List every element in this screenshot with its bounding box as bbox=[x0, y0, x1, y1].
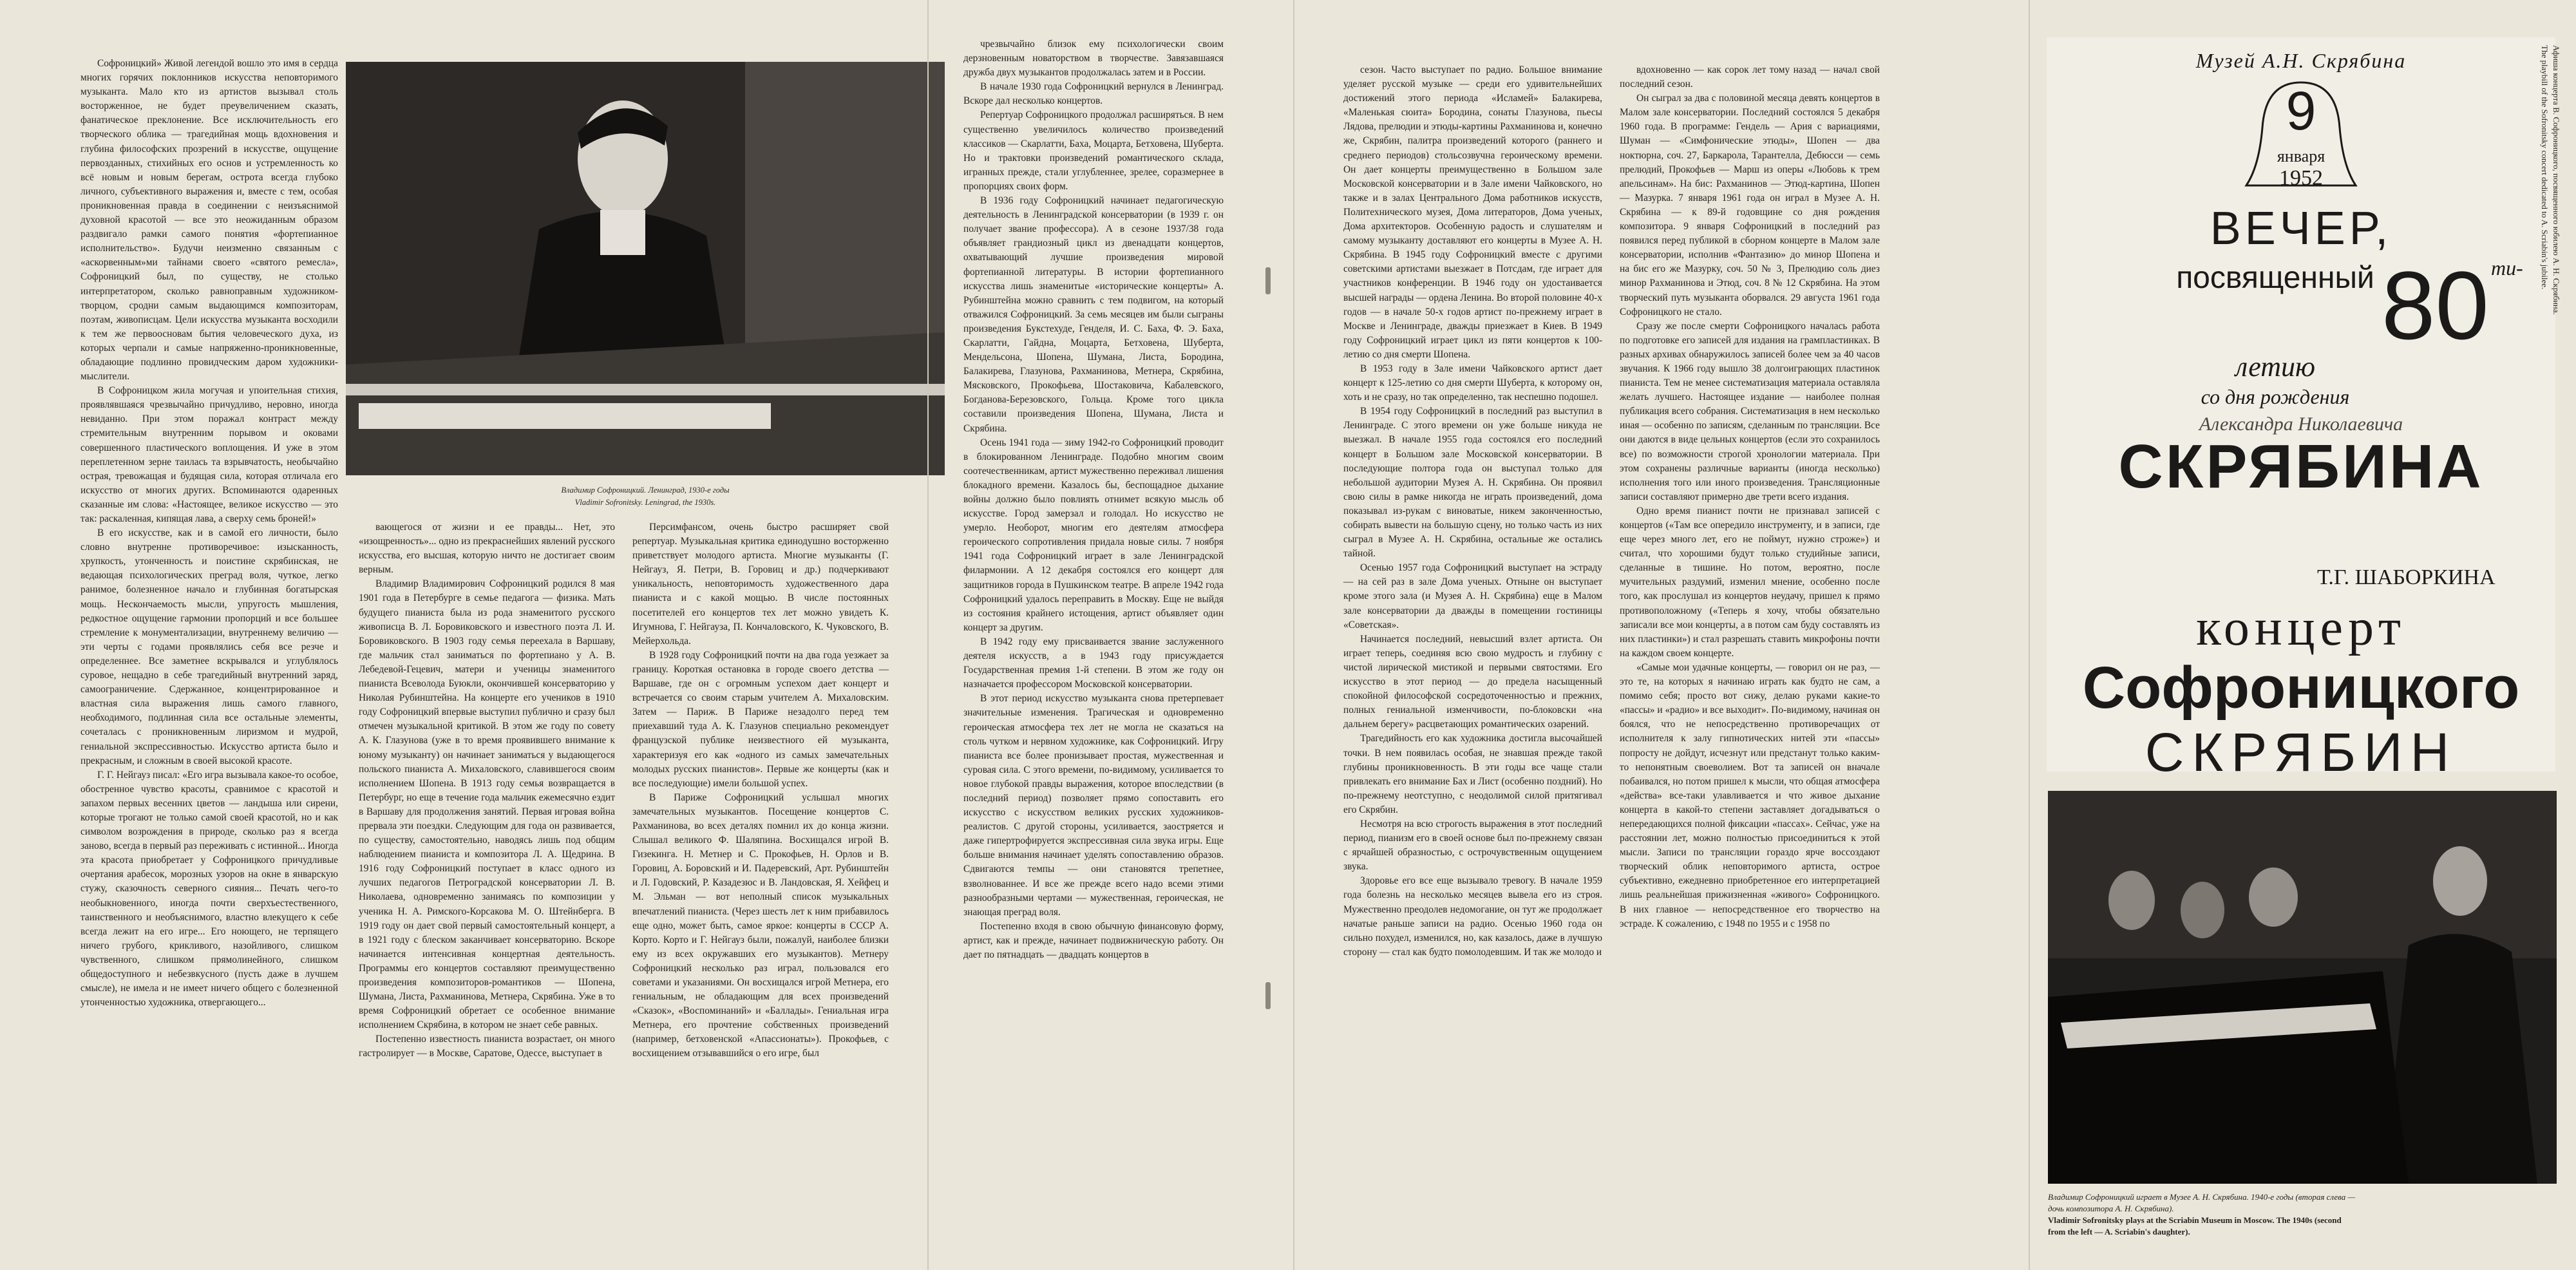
staple-bottom bbox=[1265, 982, 1271, 1009]
panel1-under-photo-column-1 bbox=[359, 520, 618, 1245]
poster-year: 1952 bbox=[2279, 166, 2323, 190]
poster-side-caption-en: The playbill of the Sofronitsky concert dedicated to A. Scriabin's jubilee. bbox=[2540, 45, 2550, 290]
paragraph: Постепенно известность пианиста возрастает, он много гастролирует — в Москве, Саратове, Одессе, выступает в bbox=[359, 1034, 618, 1059]
paragraph: В 1928 году Софроницкий почти на два года уезжает за границу. Короткая остановка в городе своего детства — Варшаве, где он с огромным успехом дает концерт и встречается со своим старым учителем А. Михаловским. Затем — Париж. В Париже незадолго перед тем приехавший туда А. К. Глазунов специально рекомендует французской публике неизвестного ей музыканта, характеризуя его как «одного из самых замечательных молодых русских пианистов». Первые же концерты (как и все последующие) имели большой успех. bbox=[632, 649, 891, 789]
paragraph: Г. Г. Нейгауз писал: «Его игра вызывала какое-то особое, обостренное чувство красоты, сравнимое с красотой и запахом первых весенних цветов — ландыша или сирени, которые трогают не только самой своей красотой, но и как символом возрождения в природе, сколько раз я всегда заново, всегда в первый раз переживать с истинной... Иногда эта красота приобретает у Софроницкого причудливые очертания арабесок, морозных узоров на окне в январскую стужу, сказочность северного сияния... Печать чего-то необыкновенного, иногда почти сверхъестественного, таинственного и необъяснимого, властно влекущего к себе всегда лежит на его игре... Его ноющего, не терпящего ничего грубого, крикливого, назойливого, слишком чувственного, слишком прямолинейного, слишком общедоступного и небезвкусного (пусть даже в лучшем смысле), не имела и не имеет ничего общего с болезненной утонченностью художника, отвергающего... bbox=[80, 769, 341, 1009]
panel1-under-photo-column-2 bbox=[632, 520, 889, 1245]
poster-scriabina: СКРЯБИНА bbox=[2118, 432, 2484, 501]
museum-concert-photo-image bbox=[2048, 791, 2557, 1184]
poster-museum: Музей А.Н. Скрябина bbox=[2195, 49, 2407, 72]
poster-scriabin: СКРЯБИН bbox=[2145, 722, 2458, 782]
paragraph: вающегося от жизни и ее правды... Нет, это «изощренность»... одно из прекраснейших явлений русского искусства, его высшая, которую ничто не достигает своим верным. bbox=[359, 522, 618, 576]
staple-top bbox=[1265, 267, 1271, 294]
paragraph: Осенью 1957 года Софроницкий выступает на эстраду — на сей раз в зале Дома ученых. Отныне он выступает кроме этого зала (и Музея А. Н. Скрябина) еще в Малом зале консерватории да дважды в помещении гостиницы «Советская». bbox=[1343, 562, 1605, 630]
panel2-column-2 bbox=[1343, 63, 1605, 1245]
paragraph: Сразу же после смерти Софроницкого началась работа по подготовке его записей для издания на грампластинках. В разных архивах обнаружилось записей более чем за 40 часов звучания. К 1966 году вышло 38 долгоиграющих пластинок пианиста. Тем не менее систематизация материала оставляла желать лучшего. Настоящее издание — наиболее полная публикация всего собрания. Систематизация в нем несколько иная — особенно по записям, сделанным по трансляции. Все они даются в виде цельных концертов (если это сохранилось все) по возможности строгой хронологии материала. При этом сохранены различные варианты (иногда несколько) исполнения того или иного произведения. Трансляционные записи составляют примерно две трети всего издания. bbox=[1620, 320, 1882, 502]
panel2-column-1 bbox=[963, 37, 1224, 1245]
fold-line-2 bbox=[1293, 0, 1294, 1270]
paragraph: Владимир Владимирович Софроницкий родился 8 мая 1901 года в Петербурге в семье педагога — физика. Мать будущего пианиста была из рода знаменитого русского живописца В. Л. Боровиковского и известного поэта Л. И. Боровиковского. В 1903 году семья переехала в Варшаву, где мальчик стал заниматься по фортепиано у А. В. Лебедевой-Гецевич, матери и ученицы знаменитого пианиста Всеволода Буюкли, окончившей консерваторию у Николая Рубинштейна. На концерте его учеников в 1910 году Софроницкий впервые выступил публично и сразу был отмечен музыкальной критикой. В этом же году по совету А. К. Глазунова (уже в то время проявившего внимание к юному музыканту) он начинает заниматься у выдающегося польского пианиста А. Михаловского, славившегося своим исполнением Шопена. В 1913 году семья возвращается в Петербург, но еще в течение года мальчик ежемесячно ездит в Варшаву для продолжения занятий. Первая игровая война прервала эти поездки. Следующим для года он развивается, по существу, самостоятельно, наводясь лишь под общим наблюдением пианиста и композитора Л. А. Щедрина. В 1916 году Софроницкий поступает в класс одного из лучших педагогов Петроградской консерватории Л. В. Николаева, одновременно занимаясь по композиции у ученика Н. А. Римского-Корсакова М. О. Штейнберга. В 1919 году он дает свой первый самостоятельный концерт, а в 1921 году с блеском заканчивает консерваторию. Вскоре начинается интенсивная концертная деятельность. Программы его концертов составляют преимущественно произведения композиторов-романтиков — Шопена, Шумана, Листа, Рахманинова, Метнера, Скрябина. Уже в то время Софроницкий обретает се особенное внимание исполнением Скрябина, в котором не знает себе равных. bbox=[359, 578, 618, 1031]
museum-caption-line-1: Владимир Софроницкий играет в Музее А. Н. Скрябина. 1940-е годы (вторая слева — bbox=[2048, 1192, 2356, 1202]
poster-side-caption-ru: Афиша концерта В. Софроницкого, посвященного юбилею А. Н. Скрябина. bbox=[2552, 45, 2561, 315]
panel1-left-column bbox=[80, 57, 341, 1245]
paragraph: Здоровье его все еще вызывало тревогу. В начале 1959 года болезнь на несколько месяцев вывела его из строя. Мужественно преодолев недомогание, он тут же продолжает начатые раньше записи на радио. Осенью 1960 года он сильно похудел, изменился, но, как казалось, даже в лучшую сторону — стал как будто помолодевшим. И так же молодо и bbox=[1343, 875, 1605, 958]
portrait-photo-image bbox=[346, 62, 945, 475]
paragraph: Репертуар Софроницкого продолжал расширяться. В нем существенно увеличилось количество произведений классиков — Скарлатти, Баха, Моцарта, Бетховена, Шуберта. Но и трактовки произведений романтического склада, игранных прежде, стали углубленнее, зрелее, соразмернее в пропорциях своих форм. bbox=[963, 109, 1226, 192]
poster-month: января bbox=[2277, 147, 2325, 166]
paragraph: В 1953 году в Зале имени Чайковского артист дает концерт к 125-летию со дня смерти Шуберта, к которому он, хоть и не сразу, но так определенно, так неспешно подошел. bbox=[1343, 363, 1605, 403]
paragraph: В этот период искусство музыканта снова претерпевает значительные изменения. Трагическая и одновременно героическая атмосфера тех лет не могла не сказаться на столь чутком и нервном художнике, как Софроницкий. Игру пианиста все более пронизывает простая, мужественная и суровая сила. С этого времени, по-видимому, усиливается то новое глубокой правды выражения, которое впоследствии (в последний период) позволяет прямо сопоставить его искусство с искусством великих русских художников-реалистов. С другой стороны, усиливается, заостряется и даже гипертрофируется экспрессивная сила звука игры. Еще больше внимания начинает уделять сопоставлению образов. Сдвигаются темпы — они становятся трепетнее, взволнованнее. И все же прежде всего надо всеми этими разнообразными чертами — мужественная, героическая, не знающая преград воля. bbox=[963, 693, 1226, 918]
panel2-column-3 bbox=[1620, 63, 1880, 1245]
paragraph: В Париже Софроницкий услышал многих замечательных музыкантов. Посещение концертов С. Рахманинова, во всех деталях помнил их до конца жизни. Слышал великого Ф. Шаляпина. Восхищался игрой В. Гизекинга. Н. Метнер и С. Прокофьев, Н. Орлов и В. Горовиц, А. Боровский и И. Падеревский, Арт. Рубинштейн и Л. Годовский, Р. Казадезюс и В. Ландовская, Я. Хейфец и М. Эльман — вот неполный список музыкальных впечатлений пианиста. (Через шесть лет к ним прибавилось еще одно, может быть, самое яркое: концерты в СССР А. Корто. Корто и Г. Нейгауз были, пожалуй, наиболее близки ему из всех окружавших его музыкантов). Метнеру Софроницкий несколько раз играл, пользовался его советами и указаниями. Он восхищался игрой Метнера, его гениальным, не обладающим для всех произведений «Сказок», «Воспоминаний» и «Баллады». Гениальная игра Метнера, его прочтение собственных произведений (например, бетховенской «Апассионаты»). Прокофьев, с восхищением отзывавшийся о его игре, был bbox=[632, 791, 891, 1059]
poster-vecher: ВЕЧЕР, bbox=[2210, 203, 2392, 254]
portrait-caption bbox=[346, 484, 945, 509]
museum-caption-line-3: Vladimir Sofronitsky plays at the Scriabin Museum in Moscow. The 1940s (second bbox=[2048, 1215, 2342, 1225]
paragraph: «Самые мои удачные концерты, — говорил он не раз, — это те, на которых я начинаю играть как будто не сам, а помимо себя; просто вот сижу, делаю руками какие-то «пассы» и «радио» и все выходит». По-видимому, начиная он боялся, что не непосредственно противоречащих от исполнителя к залу гипнотических нитей эти «пассы» попросту не дойдут, исчезнут или предстанут только каким-то непонятным своеволием. Вот та записей он вначале побаивался, но потом пришел к мысли, что общая атмосфера «действа» все-таки улавливается и что живое дыхание концерта в какой-то степени заставляет догадываться о непередающихся полной фиксации «пассах». Сейчас, уже на расстоянии лет, можно полностью присоединиться к этой мысли. Записи по трансляции гораздо ярче воссоздают творческий облик неповторимого артиста, острое субъективно, ежедневно приобретенное его интерпретацией лишь реальнейшая прижизненная «живого» Софроницкого. В них главное — непосредственное его творчество на эстраде. К сожалению, с 1948 по 1955 и с 1958 по bbox=[1620, 661, 1882, 929]
poster-signature: Александра Николаевича bbox=[2199, 413, 2403, 435]
museum-concert-photo bbox=[2048, 791, 2557, 1184]
poster-posvyashchenny: посвященный bbox=[2176, 261, 2374, 295]
paragraph: чрезвычайно близок ему психологически своим дерзновенным новаторством в творчестве. Завязавшаяся дружба двух музыкантов продолжалась затем и в России. bbox=[963, 39, 1226, 79]
poster-so-dnya: со дня рождения bbox=[2201, 385, 2350, 408]
paragraph: В 1954 году Софроницкий в последний раз выступил в Ленинграде. С этого времени он уже больше никуда не выезжал. В начале 1955 года состоялся его последний концерт в Большом зале Московской консерватории. В последующие полтора года он выступал только для небольшой аудитории Музея А. Н. Скрябина. Он проявил свою силы в рамке никогда не играть произведений, дома показывал из-рукам с виноватые, никем законченностью, собирать вывести на большую сцену, но только часть из них сыграл в Музее А. Н. Скрябина, остальные же остались тайной. bbox=[1343, 406, 1605, 560]
paragraph: Софроницкий» Живой легендой вошло это имя в сердца многих горячих поклонников искусства неповторимого музыканта. Мало кто из артистов вызывал столь восторженное, не будет преувеличением сказать, фанатическое преклонение. Все исключительность его творческого облика — трагедийная мощь вдохновения и глубина философских прозрений в искусстве, ощущение первозданных, стихийных его основ и устремленность ко всё новым и новым берегам, острота всегда глубоко личного, субъективного выражения и, вместе с тем, особая проникновенная правда в соединении с неизъяснимой духовной красотой — все это неожиданным образом раздвигало рамки самого понятия «фортепианное исполнительство». Будучи неизменно связанным с «аскорвенным»ми тайнами своего «святого ремесла», Софроницкий был, по существу, не столько интерпретатором, сколько равноправным художником-творцом, сродни самым выдающимся композиторам, поэтам, живописцам. Цели искусства музыканта восходили к тем же первоосновам бытия человеческого духа, из которых черпали и самые напряженно-проникновенные, обладающие подлинно провидческим даром художники-мыслители. bbox=[80, 58, 341, 383]
poster-ti: ти- bbox=[2491, 256, 2523, 280]
poster-eighty: 80 bbox=[2382, 251, 2489, 359]
paragraph: В 1936 году Софроницкий начинает педагогическую деятельность в Ленинградской консерватории (в 1939 г. он получает звание профессора). А в сезоне 1937/38 года объявляет грандиозный цикл из двенадцати концертов, охватывающий лучшие произведения мировой фортепианной литературы. В истории фортепианного искусства лишь знаменитые «исторические концерты» А. Рубинштейна можно сравнить с тем подвигом, на который отважился Софроницкий. За семь месяцев им были сыграны произведения Букстехуде, Генделя, И. С. Баха, Ф. Э. Баха, Скарлатти, Гайдна, Моцарта, Бетховена, Шуберта, Мендельсона, Шопена, Шумана, Листа, Бородина, Балакирева, Глазунова, Рахманинова, Метнера, Скрябина, Мясковского, Прокофьева, Шостаковича, Кабалевского, Богданова-Березовского, Гольца. Кроме того цикла составили произведения Шопена, Шумана, Листа и Скрябина. bbox=[963, 195, 1226, 434]
paragraph: сезон. Часто выступает по радио. Большое внимание уделяет русской музыке — среди его удивительнейших достижений этого периода «Исламей» Балакирева, «Маленькая сюита» Бородина, сонаты Глазунова, пьесы Лядова, прелюдии и этюды-картины Рахманинова и, конечно же, Скрябин, палитра произведений которого (раннего и среднего периодов) стольсозвучна героическому времени. Он дает концерты преимущественно в Большом зале Московской консерватории и в Зале имени Чайковского, но также и в залах Центрального Дома работников искусств, Политехнического музея, Дома литераторов, Дома ученых, Дома архитекторов. Особенную радость и слушателям и самому музыканту доставляют его концерты в Музее А. Н. Скрябина. В 1945 году Софроницкий вместе с другими советскими артистами выезжает в Потсдам, где играет для участников конференции. В 1946 году он удостаивается высшей награды — ордена Ленина. Во второй половине 40-х годов — в начале 50-х годов артист по-прежнему играет в Москве и Ленинграде, дважды приезжает в Киев. В 1949 году Софроницкий играет цикл из пяти концертов к 100-летию со дня смерти Шопена. bbox=[1343, 64, 1605, 360]
concert-poster bbox=[2047, 37, 2555, 782]
portrait-photo-1930s bbox=[346, 62, 945, 475]
paragraph: Одно время пианист почти не признавал записей с концертов («Там все опередило инструменту, и в записи, где еще через много лет, его не поймут, нужно строже») и считал, что хорошими будут только студийные записи, сделанные в тишине. Но потом, вероятно, после мучительных раздумий, изменил мнение, особенно после того, как прослушал из концертов неудачу, пришел к прямо противоположному («Теперь я хочу, чтобы обязательно записали все мои концерты, а в потом сам буду составлять из них пластинки») и стал разрешать ставить микрофоны почти на каждом своем концерте. bbox=[1620, 505, 1882, 659]
paragraph: Постепенно входя в свою обычную финансовую форму, артист, как и прежде, начинает подвижническую работу. Он дает по пятнадцать — двадцать концертов в bbox=[963, 920, 1226, 960]
poster-tg-name: Т.Г. ШАБОРКИНА bbox=[2317, 565, 2496, 589]
fold-line-1 bbox=[927, 0, 929, 1270]
paragraph: Он сыграл за два с половиной месяца девять концертов в Малом зале консерватории. Последний состоялся 5 декабря 1960 года. В программе: Гендель — Ария с вариациями, Шуман — «Симфонические этюды», Шопен — два ноктюрна, соч. 27, Баркарола, Тарантелла, Дебюсси — семь прелюдий, Прокофьев — Марш из оперы «Любовь к трем апельсинам». На бис: Рахманинов — Этюд-картина, Шопен — Мазурка. 7 января 1961 года он играл в Музее А. Н. Скрябина — к 89-й годовщине со дня рождения композитора. 9 января Софроницкий в последний раз появился перед публикой в сборном концерте в Малом зале консерватории, исполнив «Фантазию» до минор Шопена и на бис его же Мазурку, соч. 50 № 3, Прелюдию соль диез минор Рахманинова и Этюд, соч. 8 № 12 Скрябина. На этом творческий путь музыканта оборвался. 29 августа 1961 года Софроницкого не стало. bbox=[1620, 93, 1882, 318]
fold-line-3 bbox=[2029, 0, 2030, 1270]
paragraph: Осень 1941 года — зиму 1942-го Софроницкий проводит в блокированном Ленинграде. Подобно многим своим соотечественникам, артист мужественно переживал лишения блокадного времени. Казалось бы, беспощадное дыхание войны должно было повлиять отнимет всякую мысль об искусстве. Город замерзал и голодал. Но искусство не умерло. Необорот, многим его деятелям атмосфера героического сопротивления придала новые силы. 7 ноября 1941 года Софроницкий играет в зале Ленинградской филармонии. А 12 декабря состоялся его концерт для защитников города в Пушкинском театре. В апреле 1942 года Софроницкий удалось переправить в Москву. Еще не выйдя из состояния крайнего истощения, артист объявляет один концерт за другим. bbox=[963, 437, 1226, 633]
museum-photo-caption bbox=[2048, 1191, 2557, 1238]
paragraph: В 1942 году ему присваивается звание заслуженного деятеля искусств, а в 1943 году присуждается Государственная премия 1-й степени. В этом же году он назначается профессором Московской консерватории. bbox=[963, 636, 1226, 690]
poster-day: 9 bbox=[2286, 81, 2316, 141]
poster-letiyu: летию bbox=[2235, 351, 2316, 383]
museum-caption-line-2: дочь композитора А. Н. Скрябина). bbox=[2048, 1204, 2174, 1213]
paragraph: Несмотря на всю строгость выражения в этот последний период, пианизм его в своей основе был по-прежнему связан с ярчайшей образностью, с острочувственным ощущением звука. bbox=[1343, 818, 1605, 873]
portrait-caption-ru: Владимир Софроницкий. Ленинград, 1930-е годы bbox=[561, 486, 730, 495]
poster-sofronitskogo: Софроницкого bbox=[2082, 655, 2520, 721]
portrait-caption-en: Vladimir Sofronitsky. Leningrad, the 1930s. bbox=[574, 498, 716, 507]
paragraph: Начинается последний, невысший взлет артиста. Он играет теперь, соединяя всю свою мудрость и глубину с чистой лирической мистикой и первыми святостями. Его искусство в этот период — до предела насыщенный спокойной философской сосредоточенностью и прежних, полных гениальной изменчивости, по-блоковски «на дальнем берегу» расцветающих романтических озарений. bbox=[1343, 633, 1605, 730]
paragraph: Трагедийность его как художника достигла высочайшей точки. В нем появилась особая, не знавшая прежде такой глубины проникновенность. В эти годы все чаще стали привлекать его внимание Бах и Лист (особенно поздний). Но по-прежнему неотступно, с неодолимой силой притягивал его Скрябин. bbox=[1343, 733, 1605, 815]
poster-koncert: концерт bbox=[2196, 600, 2406, 656]
paragraph: В начале 1930 года Софроницкий вернулся в Ленинград. Вскоре дал несколько концертов. bbox=[963, 81, 1226, 107]
paragraph: вдохновенно — как сорок лет тому назад — начал свой последний сезон. bbox=[1620, 64, 1882, 90]
paragraph: Персимфансом, очень быстро расширяет свой репертуар. Музыкальная критика единодушно восторженно приветствует молодого артиста. Многие музыканты (Г. Нейгауз, Я. Петри, В. Горовиц и др.) подчеркивают уникальность, неповторимость художественного дара пианиста и с какой мощью. В числе постоянных посетителей его концертов тех лет можно увидеть К. Игумнова, Г. Нейгауза, П. Кончаловского, К. Чуковского, В. Мейерхольда. bbox=[632, 522, 891, 647]
paragraph: В его искусстве, как и в самой его личности, было словно внутренне противоречивое: изысканность, хрупкость, утонченность и поистине скрябинская, не ведающая психологических преград воля, чуткое, легко ранимое, болезненное начало и глубинная богатырская мощь. Нескончаемость мысли, упругость мышления, редкостное ощущение гармонии пропорций и все большее стремление к монументализации, внутреннему величию — эти черты с годами проявлялись себя все резче и определеннее. Все заметнее вскрывался и углублялось суровое, нещадно в себе трагедийный внутренний заряд, самоограничение. Сдержанное, концентрированное и властная сила выражения лишь самого главного, необходимого, подлинная сила все остальные элементы, сочеталась с проникновенным лиризмом и мудрой, гениальной экспрессивностью. Искусство артиста было и прекрасным, и сложным в своей высокой красоте. bbox=[80, 527, 341, 766]
paragraph: В Софроницком жила могучая и упоительная стихия, проявлявшаяся чрезвычайно причудливо, неровно, иногда невиданно. При этом поражал контраст между стремительным внутренним порывом и оковами совершенного пластического воплощения. И уже в этом переплетенном зерне таилась та взрывчатость, необычайно острая, тревожащая и будящая сила, которая отличала его искусство от многих других. Вспоминаются одаренных сказанные им слова: «Настоящее, великое искусство — это так: раскаленная, кипящая лава, а сверху семь броней!» bbox=[80, 385, 341, 524]
poster-side-caption bbox=[2539, 45, 2562, 753]
museum-caption-line-4: from the left — A. Scriabin's daughter). bbox=[2048, 1227, 2190, 1237]
